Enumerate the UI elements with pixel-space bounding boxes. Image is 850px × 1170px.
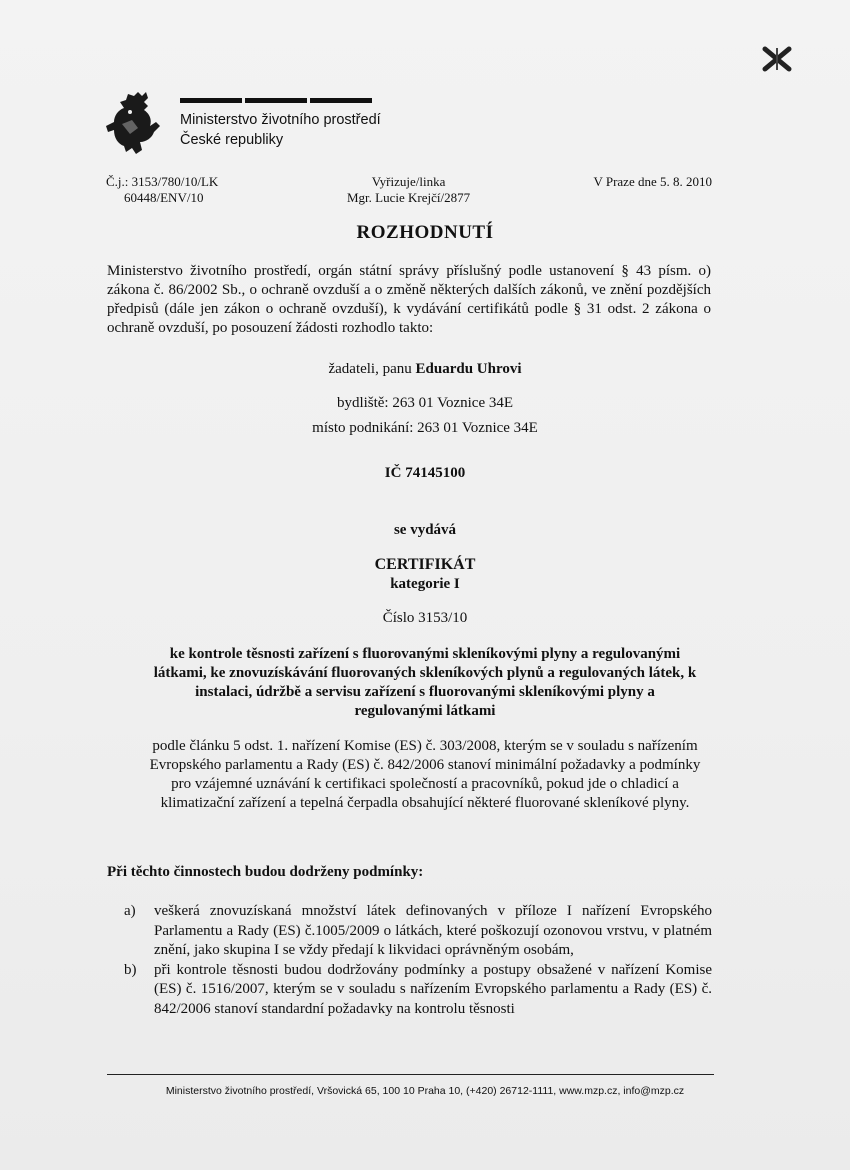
ministry-logo-bars — [180, 98, 372, 103]
footer-contact: Ministerstvo životního prostředí, Vršovická 65, 100 10 Praha 10, (+420) 26712-1111, www.mzp.cz, info@mzp.cz — [165, 1085, 685, 1097]
ministry-name-line2: České republiky — [180, 132, 284, 148]
condition-label: a) — [124, 903, 136, 919]
condition-item — [124, 902, 712, 961]
place-date: V Praze dne 5. 8. 2010 — [593, 174, 712, 189]
applicant-business: místo podnikání: 263 01 Voznice 34E — [312, 420, 538, 436]
certificate-subject: ke kontrole těsnosti zařízení s fluorovanými skleníkovými plyny a regulovanými látkami, ke znovuzískávání fluorovaných skleníkových plynů a regulovaných látek, k instalaci, údržbě a servisu zařízení s fluorovanými skleníkovými plyny a regulovanými látkami — [153, 646, 697, 719]
certificate-category: kategorie I — [390, 576, 460, 592]
condition-label: b) — [124, 961, 137, 978]
applicant-name: Eduardu Uhrovi — [415, 361, 522, 377]
condition-item — [124, 961, 712, 1020]
applicant-ico: IČ 74145100 — [384, 465, 466, 481]
reference-line1: Č.j.: 3153/780/10/LK — [106, 174, 219, 189]
condition-text: veškerá znovuzískaná množství látek definovaných v příloze I nařízení Evropského Parlamentu a Rady (ES) č.1005/2009 o látkách, které poškozují ozonovou vrstvu, v platném znění, jako skupina I se vždy předají k likvidaci oprávněným osobám, — [154, 903, 712, 958]
condition-text: při kontrole těsnosti budou dodržovány podmínky a postupy obsažené v nařízení Komise (ES) č. 1516/2007, kterým se v souladu s nařízením Evropského parlamentu a Rady (ES) č. 842/2006 stanoví standardní požadavky na kontrolu těsnosti — [154, 961, 712, 1017]
handler-name: Mgr. Lucie Krejčí/2877 — [347, 190, 471, 205]
certificate-number: Číslo 3153/10 — [382, 610, 468, 626]
ministry-name-line1: Ministerstvo životního prostředí — [180, 112, 381, 128]
certificate-title: CERTIFIKÁT — [374, 556, 476, 573]
footer-divider — [107, 1074, 714, 1075]
applicant-residence: bydliště: 263 01 Voznice 34E — [336, 395, 514, 411]
ministry-name — [180, 110, 381, 150]
reference-number — [106, 174, 218, 206]
reference-line2: 60448/ENV/10 — [124, 190, 204, 205]
applicant-line — [0, 361, 850, 378]
issued-text: se vydává — [393, 522, 457, 538]
handler-label: Vyřizuje/linka — [371, 174, 446, 189]
regulation-text: podle článku 5 odst. 1. nařízení Komise (ES) č. 303/2008, kterým se v souladu s nařízením Evropského parlamentu a Rady (ES) č. 842/2006 stanoví minimální požadavky a podmínky pro vzájemné uznávání k certifikaci společností a pracovníků, pokud jde o chladicí a klimatizační zařízení a tepelná čerpadla obsahující některé fluorované skleníkové plyny. — [149, 738, 701, 811]
czech-lion-emblem-icon — [104, 90, 168, 156]
conditions-heading: Při těchto činnostech budou dodrženy podmínky: — [107, 864, 424, 880]
cross-mark-icon — [762, 46, 792, 72]
intro-paragraph: Ministerstvo životního prostředí, orgán státní správy příslušný podle ustanovení § 43 písm. o) zákona č. 86/2002 Sb., o ochraně ovzduší a o změně některých dalších zákonů, ve znění pozdějších předpisů (dále jen zákon o ochraně ovzduší), k vydávání certifikátů podle § 31 odst. 2 zákona o ochraně ovzduší, po posouzení žádosti rozhodlo takto: — [107, 263, 711, 336]
handler-info — [347, 174, 470, 206]
document-title: ROZHODNUTÍ — [356, 222, 494, 243]
applicant-prefix: žadateli, panu — [328, 361, 416, 377]
conditions-list — [124, 902, 712, 1019]
